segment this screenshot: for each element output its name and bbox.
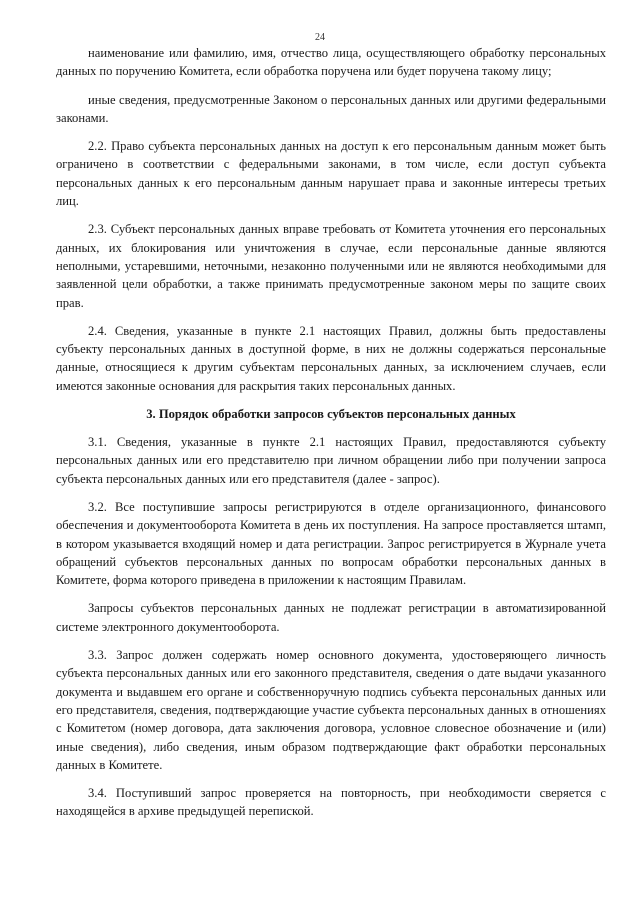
paragraph-2-4: 2.4. Сведения, указанные в пункте 2.1 настоящих Правил, должны быть предоставлены субъекту персональных данных в доступной форме, в них не должны содержаться персональные данные, относящиеся к другим субъектам персональных данных, за исключением случаев, если имеются законные основания для раскрытия таких персональных данных. [56, 323, 606, 393]
paragraph-2-3: 2.3. Субъект персональных данных вправе требовать от Комитета уточнения его персональных данных, их блокирования или уничтожения в случае, если персональные данные являются неполными, устаревшими, неточными, незаконно полученными или не являются необходимыми для заявленной цели обработки, а также принимать предусмотренные законом меры по защите своих прав. [56, 222, 606, 310]
paragraph-other-info: иные сведения, предусмотренные Законом о персональных данных или другими федеральными законами. [56, 92, 606, 125]
paragraph-3-3: 3.3. Запрос должен содержать номер основного документа, удостоверяющего личность субъекта персональных данных или его законного представителя, сведения о дате выдачи указанного документа и выдавшем его органе и собственноручную подпись субъекта персональных данных или его представителя, сведения, подтверждающие участие субъекта персональных данных в отношениях с Комитетом (номер договора, дата заключения договора, условное словесное обозначение и (или) иные сведения), либо сведения, иным образом подтверждающие факт обработки персональных данных в Комитете. [56, 648, 606, 772]
paragraph-2-2: 2.2. Право субъекта персональных данных на доступ к его персональным данным может быть ограничено в соответствии с федеральными законами, в том числе, если доступ субъекта персональных данных к его персональным данным нарушает права и законные интересы третьих лиц. [56, 139, 606, 209]
document-body [56, 44, 606, 831]
paragraph-no-registration: Запросы субъектов персональных данных не подлежат регистрации в автоматизированной системе электронного документооборота. [56, 601, 606, 634]
paragraph-3-2: 3.2. Все поступившие запросы регистрируются в отделе организационного, финансового обеспечения и документооборота Комитета в день их поступления. На запросе проставляется штамп, в котором указывается входящий номер и дата регистрации. Запрос регистрируется в Журнале учета обращений субъектов персональных данных по вопросам обработки персональных данных в Комитете, форма которого приведена в приложении к настоящим Правилам. [56, 499, 606, 588]
page-number: 24 [315, 32, 325, 43]
paragraph-operator-name: наименование или фамилию, имя, отчество лица, осуществляющего обработку персональных данных по поручению Комитета, если обработка поручена или будет поручена такому лицу; [56, 46, 606, 79]
paragraph-3-1: 3.1. Сведения, указанные в пункте 2.1 настоящих Правил, предоставляются субъекту персональных данных или его представителю при личном обращении либо при получении запроса субъекта персональных данных или его представителя (далее - запрос). [56, 435, 606, 486]
paragraph-3-4: 3.4. Поступивший запрос проверяется на повторность, при необходимости сверяется с находящейся в архиве предыдущей перепиской. [56, 786, 606, 819]
section-heading: 3. Порядок обработки запросов субъектов персональных данных [146, 407, 516, 422]
